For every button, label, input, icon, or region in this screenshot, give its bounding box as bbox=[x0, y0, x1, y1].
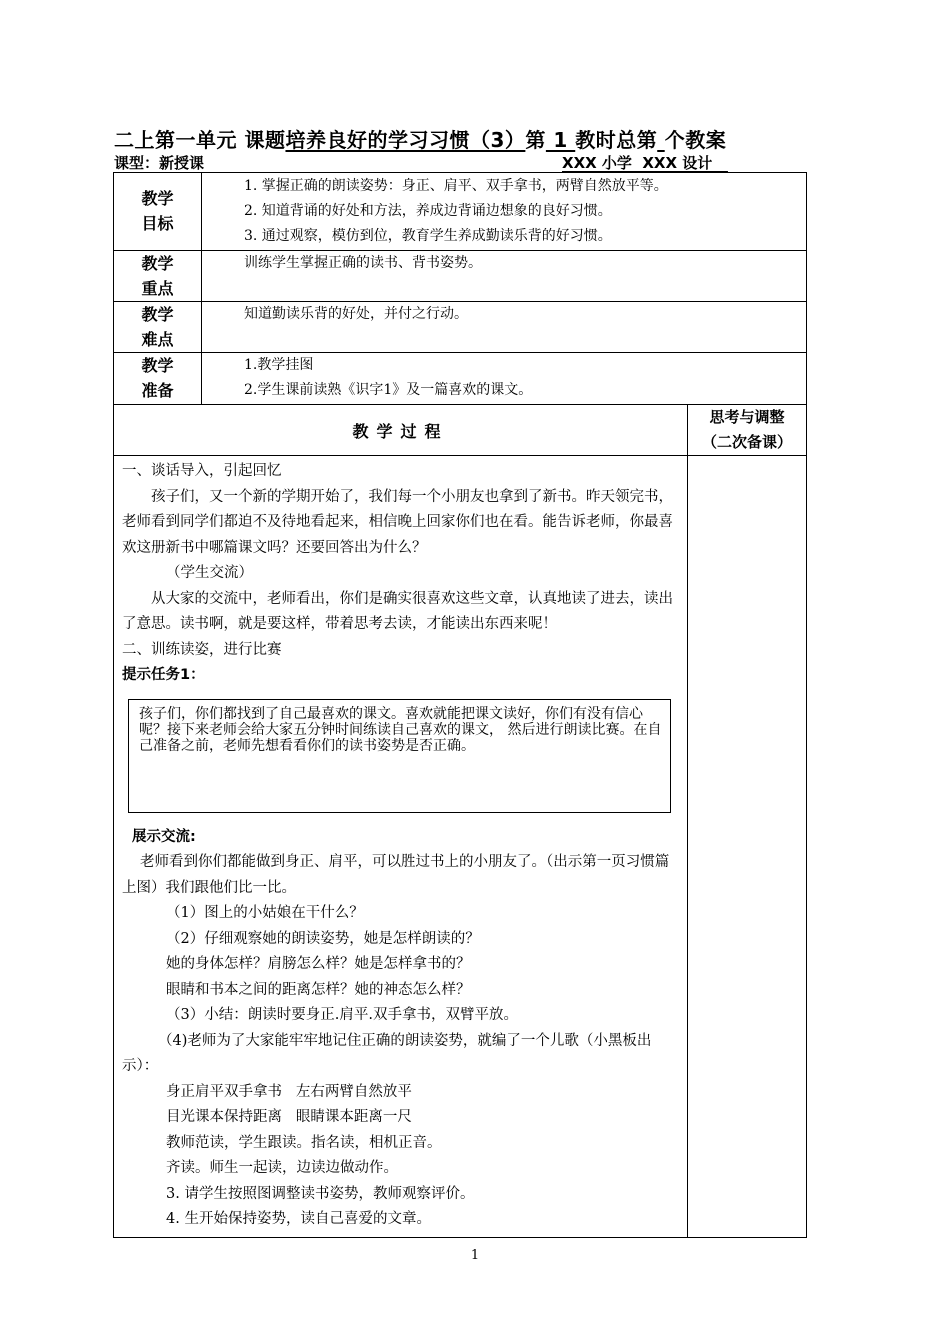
paragraph: 孩子们，又一个新的学期开始了，我们每一个小朋友也拿到了新书。昨天领完书，老师看到同学们都迫不及待地看起来，相信晚上回家你们也在看。能告诉老师，你最喜欢这册新书中哪篇课文吗？还要回答出为什么？ bbox=[122, 488, 673, 556]
goal-item: 1. 掌握正确的朗读姿势：身正、肩平、双手拿书，两臂自然放平等。 bbox=[244, 178, 668, 194]
revision-title: 思考与调整 （二次备课） bbox=[688, 405, 807, 456]
title-total bbox=[657, 128, 664, 152]
prep-row bbox=[114, 353, 807, 405]
task-label: 提示任务1： bbox=[122, 667, 205, 683]
goals-row bbox=[114, 173, 807, 251]
difficult-point: 知道勤读乐背的好处，并付之行动。 bbox=[202, 302, 807, 353]
section-heading: 二、训练读姿，进行比赛 bbox=[122, 641, 282, 658]
prep-item: 2.学生课前读熟《识字1》及一篇喜欢的课文。 bbox=[244, 382, 533, 398]
process-content bbox=[114, 456, 688, 1238]
lesson-title bbox=[114, 124, 834, 153]
prep-label: 教学 准备 bbox=[114, 353, 202, 405]
designer: XXX 小学 XXX 设计 bbox=[562, 154, 728, 172]
paragraph: 3. 请学生按照图调整读书姿势，教师观察评价。 bbox=[166, 1185, 475, 1202]
revision-notes-cell bbox=[688, 456, 807, 1238]
difficult-label: 教学 难点 bbox=[114, 302, 202, 353]
section-heading: 一、谈话导入，引起回忆 bbox=[122, 463, 282, 479]
title-topic: 培养良好的学习习惯（3） bbox=[285, 128, 526, 152]
question-detail: 眼睛和书本之间的距离怎样？她的神态怎么样？ bbox=[166, 981, 471, 998]
lesson-plan-table bbox=[113, 172, 807, 1238]
paragraph: 4. 生开始保持姿势，读自己喜爱的文章。 bbox=[166, 1211, 431, 1227]
lesson-meta bbox=[114, 152, 776, 172]
question: （1）图上的小姑娘在干什么？ bbox=[166, 905, 364, 921]
title-period: 1 bbox=[545, 128, 576, 152]
process-body-row bbox=[114, 456, 807, 1238]
page-number: 1 bbox=[470, 1248, 480, 1263]
paragraph: 老师看到你们都能做到身正、肩平，可以胜过书上的小朋友了。（出示第一页习惯篇上图）我们跟他们比一比。 bbox=[122, 854, 670, 896]
rhyme-line: 目光课本保持距离 眼睛课本距离一尺 bbox=[166, 1109, 412, 1125]
lesson-type: 课型：新授课 bbox=[114, 154, 205, 172]
show-label: 展示交流: bbox=[132, 828, 196, 845]
question: （2）仔细观察她的朗读姿势，她是怎样朗读的？ bbox=[166, 930, 480, 947]
key-row bbox=[114, 251, 807, 302]
process-header-row bbox=[114, 405, 807, 456]
difficulty-row bbox=[114, 302, 807, 353]
paragraph: （4)老师为了大家能牢牢地记住正确的朗读姿势，就编了一个儿歌（小黑板出示）： bbox=[122, 1032, 652, 1074]
goals-label: 教学 目标 bbox=[114, 173, 202, 251]
summary: （3）小结：朗读时要身正.肩平.双手拿书，双臂平放。 bbox=[166, 1007, 518, 1023]
question-detail: 她的身体怎样？肩膀怎么样？她是怎样拿书的？ bbox=[166, 956, 471, 972]
rhyme-line: 身正肩平双手拿书 左右两臂自然放平 bbox=[166, 1083, 412, 1100]
goals-list bbox=[202, 173, 807, 251]
prep-item: 1.教学挂图 bbox=[244, 357, 314, 373]
title-mid1: 第 bbox=[525, 128, 546, 152]
paragraph: 教师范读，学生跟读。指名读，相机正音。 bbox=[166, 1134, 442, 1151]
goal-item: 3. 通过观察，模仿到位，教育学生养成勤读乐背的好习惯。 bbox=[244, 228, 612, 244]
task-textbox: 孩子们，你们都找到了自己最喜欢的课文。喜欢就能把课文读好，你们有没有信心呢？接下来老师会给大家五分钟时间练读自己喜欢的课文， 然后进行朗读比赛。在自己准备之前，老师先想看看你们的读书姿势是否正确。 bbox=[128, 699, 671, 813]
title-end: 个教案 bbox=[664, 128, 727, 152]
title-prefix: 二上第一单元 课题 bbox=[114, 128, 286, 152]
goal-item: 2. 知道背诵的好处和方法，养成边背诵边想象的良好习惯。 bbox=[244, 203, 612, 219]
paragraph: （学生交流） bbox=[166, 565, 253, 581]
paragraph: 齐读。师生一起读，边读边做动作。 bbox=[166, 1160, 398, 1176]
prep-list bbox=[202, 353, 807, 405]
title-mid2: 教时总第 bbox=[575, 128, 658, 152]
key-label: 教学 重点 bbox=[114, 251, 202, 302]
paragraph: 从大家的交流中，老师看出，你们是确实很喜欢这些文章，认真地读了进去，读出了意思。读书啊，就是要这样，带着思考去读，才能读出东西来呢！ bbox=[122, 590, 673, 632]
process-title: 教学过程 bbox=[114, 405, 688, 456]
key-point: 训练学生掌握正确的读书、背书姿势。 bbox=[202, 251, 807, 302]
